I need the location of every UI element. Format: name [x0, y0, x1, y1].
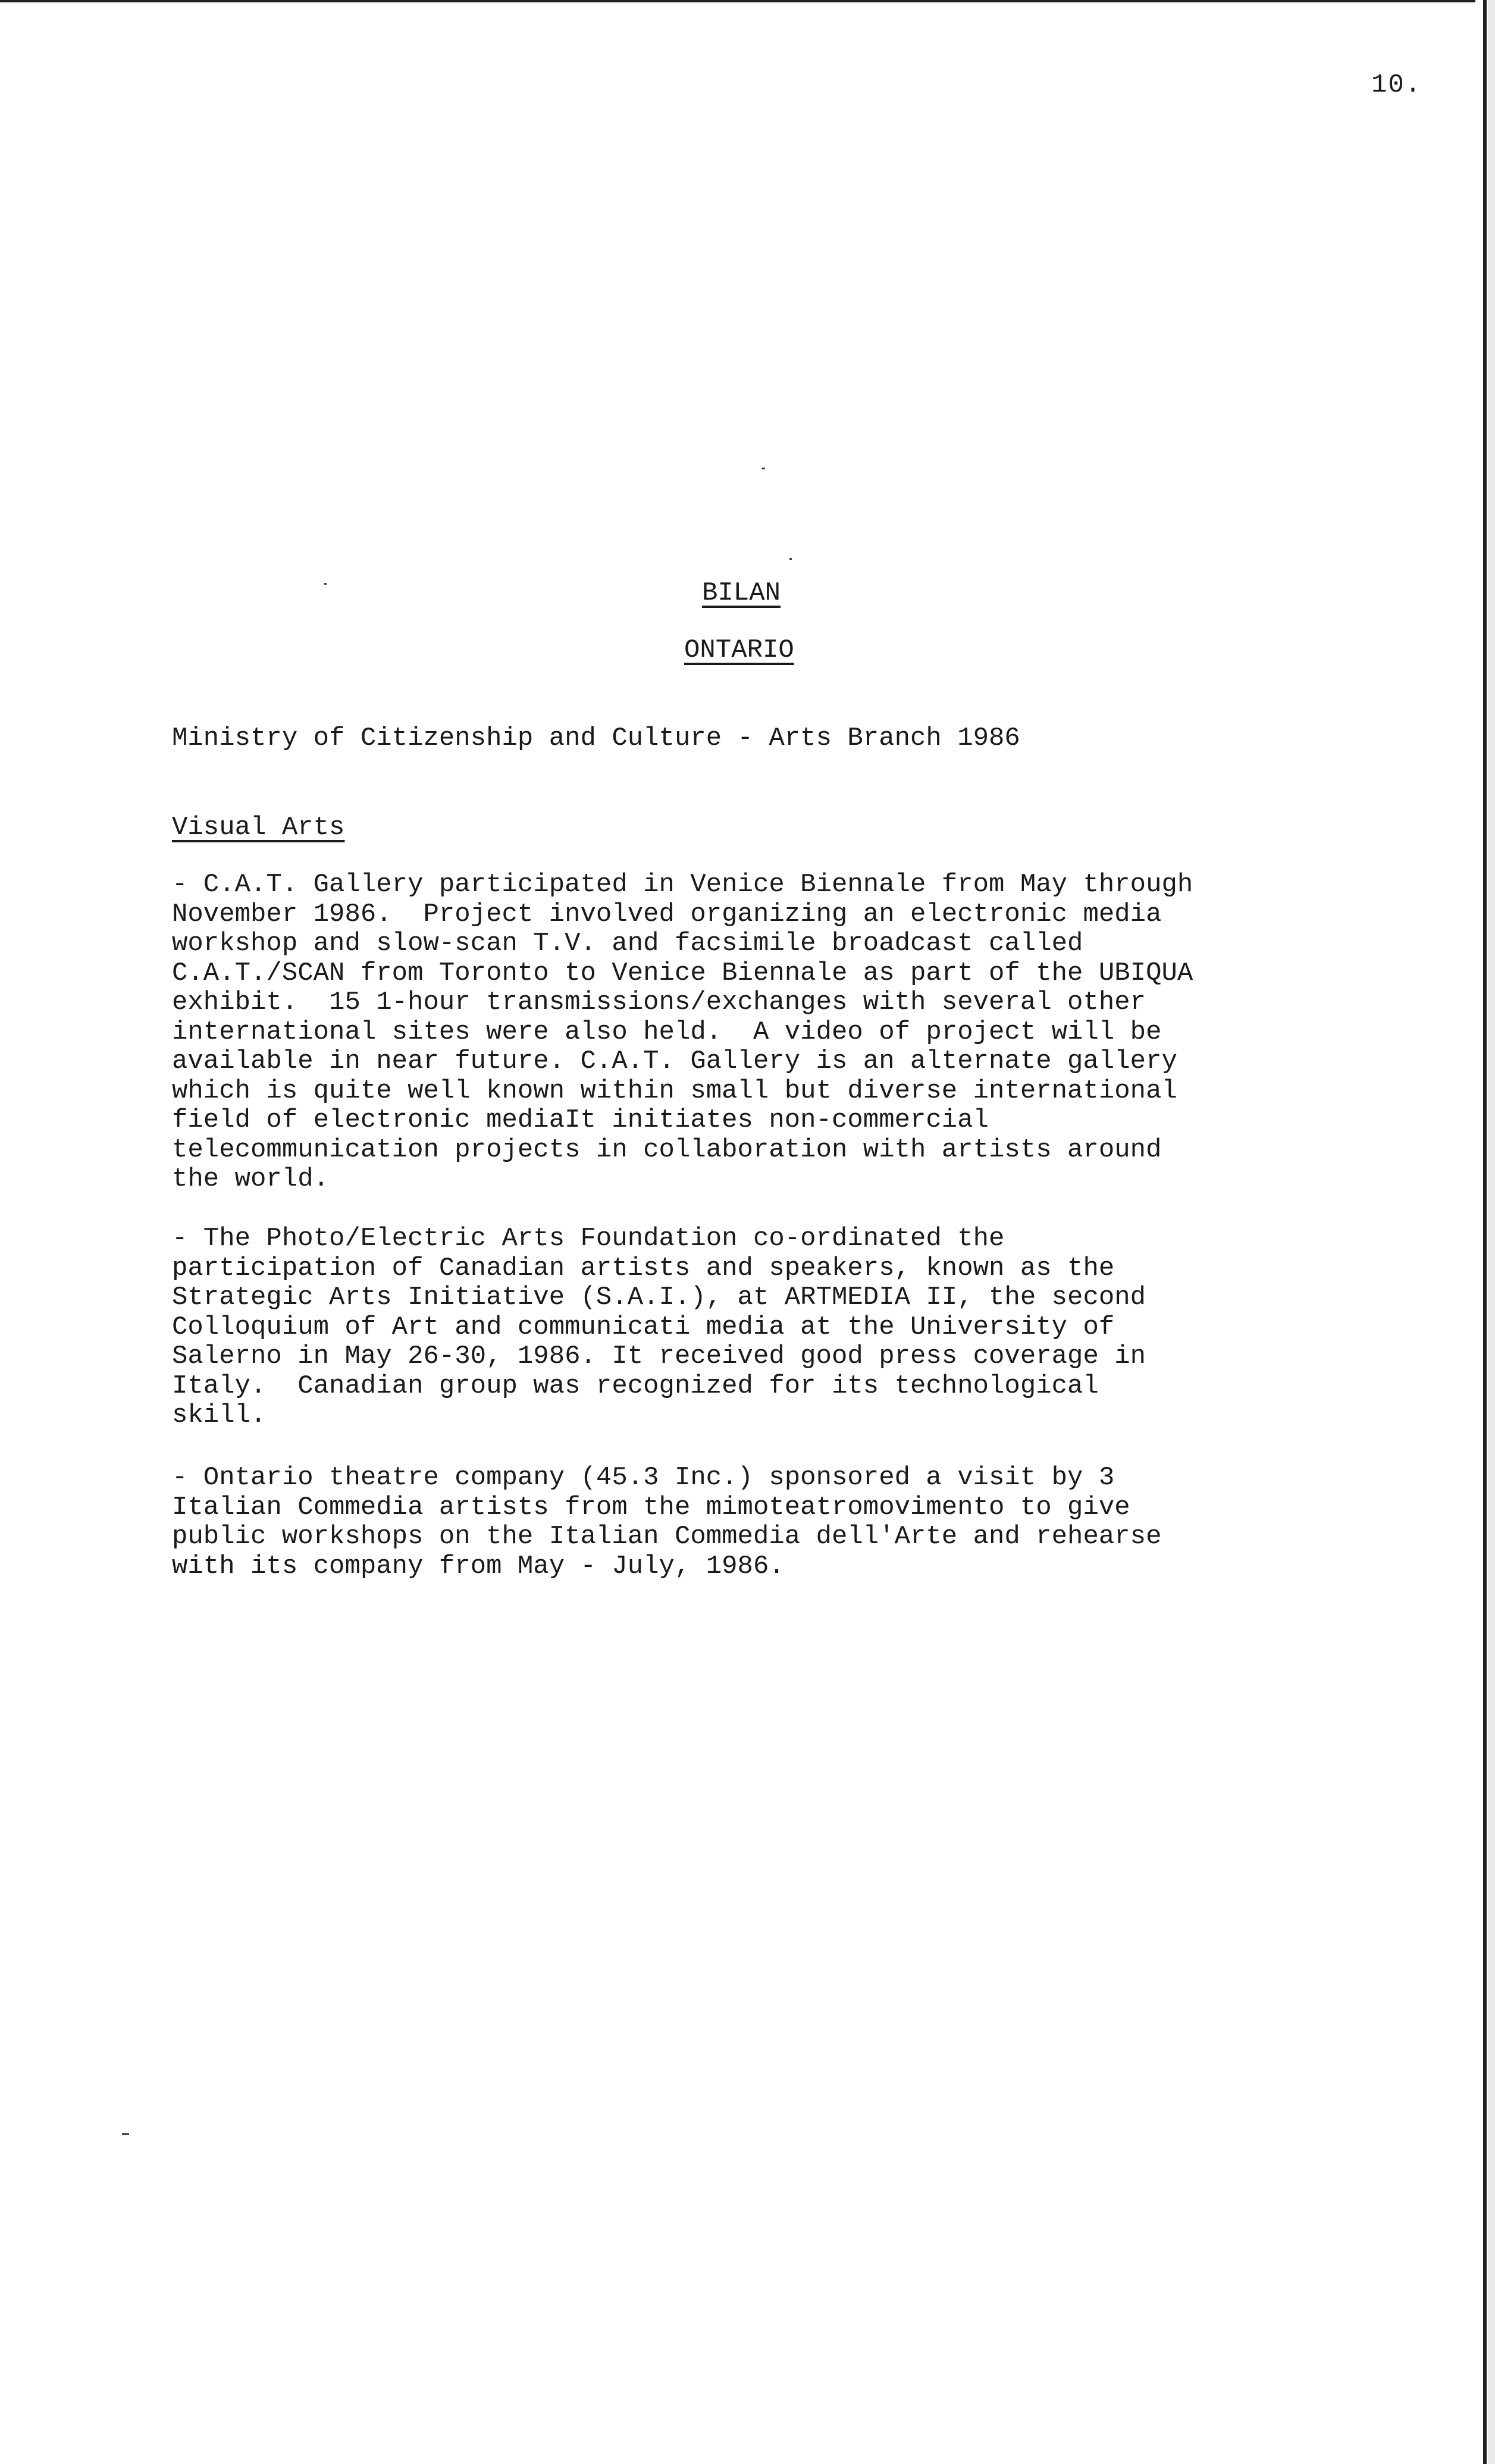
scan-speck [122, 2133, 129, 2135]
paragraph-line: Italy. Canadian group was recognized for its technological [172, 1371, 1099, 1401]
paragraph-line: skill. [172, 1400, 267, 1430]
paragraph-line: Salerno in May 26-30, 1986. It received good press coverage in [172, 1341, 1146, 1371]
paragraph-line: available in near future. C.A.T. Gallery is an alternate gallery [172, 1046, 1177, 1076]
paragraph-line: Strategic Arts Initiative (S.A.I.), at ARTMEDIA II, the second [172, 1283, 1146, 1312]
paragraph-line: with its company from May - July, 1986. [172, 1551, 785, 1581]
paragraph-photo-electric-arts [172, 1224, 1362, 1431]
paragraph-ontario-theatre [172, 1463, 1362, 1581]
paragraph-line: C.A.T./SCAN from Toronto to Venice Biennale as part of the UBIQUA [172, 958, 1193, 988]
paragraph-line: exhibit. 15 1-hour transmissions/exchanges with several other [172, 988, 1146, 1017]
province-heading: ONTARIO [684, 635, 794, 665]
ministry-line: Ministry of Citizenship and Culture - Arts Branch 1986 [172, 723, 1020, 753]
paragraph-line: - The Photo/Electric Arts Foundation co-ordinated the [172, 1224, 1005, 1253]
paragraph-line: Colloquium of Art and communicati media at the University of [172, 1312, 1115, 1342]
paragraph-line: the world. [172, 1164, 330, 1194]
paragraph-line: public workshops on the Italian Commedia dell'Arte and rehearse [172, 1522, 1162, 1551]
document-title: BILAN [702, 578, 781, 608]
page-top-edge [0, 0, 1475, 2]
paragraph-line: - C.A.T. Gallery participated in Venice Biennale from May through [172, 870, 1193, 899]
paragraph-line: which is quite well known within small but diverse international [172, 1076, 1177, 1106]
scan-speck [324, 583, 327, 585]
section-heading-visual-arts: Visual Arts [172, 813, 345, 842]
paragraph-line: field of electronic mediaIt initiates non-commercial [172, 1105, 989, 1135]
paragraph-line: - Ontario theatre company (45.3 Inc.) sponsored a visit by 3 [172, 1463, 1115, 1493]
scan-speck [761, 468, 765, 469]
page-number: 10. [1371, 70, 1422, 100]
paragraph-line: workshop and slow-scan T.V. and facsimile broadcast called [172, 929, 1083, 958]
paragraph-line: Italian Commedia artists from the mimoteatromovimento to give [172, 1492, 1130, 1522]
paragraph-line: participation of Canadian artists and speakers, known as the [172, 1253, 1115, 1283]
paragraph-line: telecommunication projects in collaboration with artists around [172, 1134, 1162, 1165]
paragraph-line: November 1986. Project involved organizing an electronic media [172, 899, 1162, 929]
paragraph-cat-gallery [172, 870, 1362, 1195]
scan-speck [789, 558, 792, 560]
paragraph-line: international sites were also held. A video of project will be [172, 1017, 1162, 1047]
page-right-edge [1483, 0, 1487, 2464]
page-right-shadow [1488, 0, 1495, 2464]
